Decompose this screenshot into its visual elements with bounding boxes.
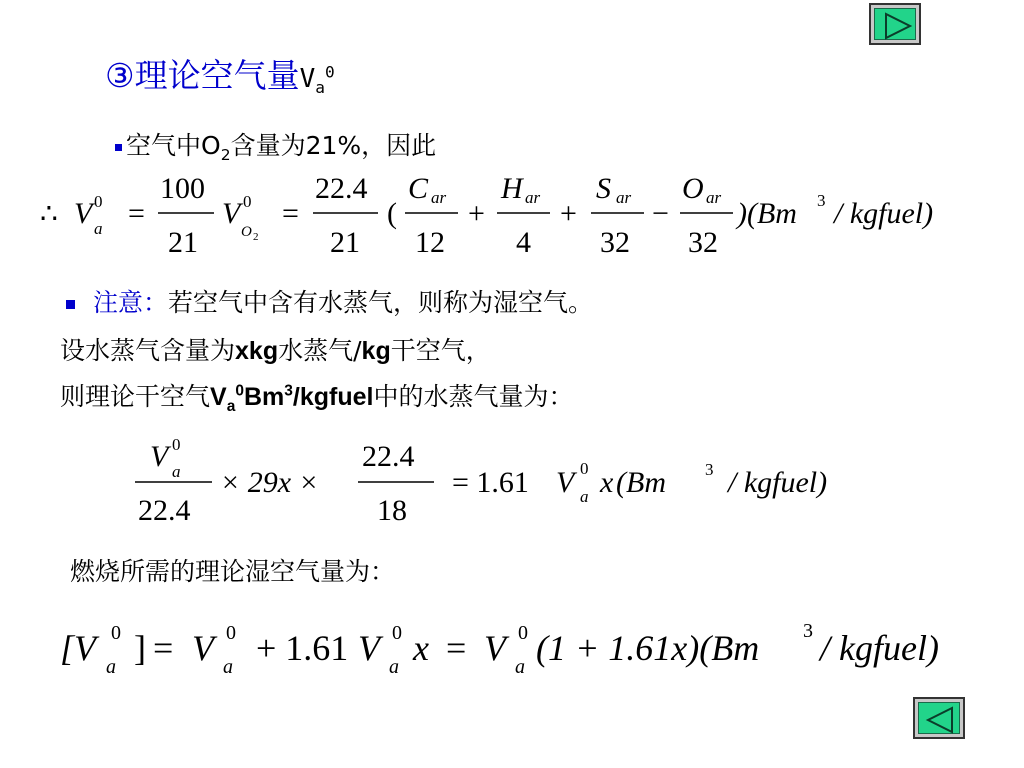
- eq3-paren: (1 + 1.61x)(Bm: [536, 628, 760, 668]
- eq1-den4: 4: [516, 226, 531, 259]
- line3-b: V: [210, 383, 227, 411]
- eq1-frac2-num: 22.4: [315, 172, 368, 205]
- eq3-eq1: =: [153, 628, 174, 668]
- title-text: ③理论空气量: [105, 56, 300, 95]
- eq3-sup2: 0: [226, 622, 236, 644]
- line3-sub: a: [226, 398, 236, 415]
- line4: 燃烧所需的理论湿空气量为：: [70, 557, 396, 586]
- title-sub: a: [315, 78, 325, 98]
- eq3-sup1: 0: [111, 622, 121, 644]
- note-line: [66, 283, 593, 319]
- line-vapor-amount: [60, 377, 573, 413]
- line3-d: /kgfuel: [292, 383, 374, 411]
- eq2-x: x: [600, 466, 614, 499]
- equation-wet-air: [58, 605, 988, 685]
- bullet-square-icon: [115, 144, 122, 151]
- bullet1-post: 含量为21%，因此: [230, 131, 437, 160]
- eq3-v2-text: V: [192, 628, 214, 668]
- eq2-v: V: [150, 440, 169, 473]
- eq2-v-sub: a: [172, 462, 181, 481]
- eq1-den32a: 32: [600, 226, 630, 259]
- eq1-plus2: +: [560, 197, 577, 230]
- eq1-h: H: [501, 172, 523, 205]
- eq3-sub4: a: [515, 656, 525, 678]
- eq1-c: C: [408, 172, 429, 205]
- eq1-unit: )(Bm: [737, 197, 797, 230]
- eq1-s-sub: ar: [616, 188, 632, 207]
- eq2-den2: 18: [377, 494, 407, 527]
- eq2-v2-sup: 0: [580, 459, 589, 478]
- line3-e: 中的水蒸气量为：: [373, 382, 574, 411]
- title-variable: [299, 62, 335, 98]
- slide-title: [105, 50, 335, 97]
- eq1-s: S: [596, 172, 611, 205]
- eq2-unit-sup: 3: [705, 460, 714, 479]
- line3-a: 则理论干空气: [60, 382, 211, 411]
- eq1-minus: −: [652, 197, 669, 230]
- eq1-c-sub: ar: [431, 188, 447, 207]
- eq1-o-sub: ar: [706, 188, 722, 207]
- note-label: 注意：: [93, 288, 169, 317]
- eq1-vo2-sup: 0: [243, 192, 252, 211]
- eq3-eq2: =: [446, 628, 467, 668]
- eq3-v4-text: V: [484, 628, 506, 668]
- eq1-v-sup: 0: [94, 192, 103, 211]
- bullet-oxygen: [115, 126, 436, 162]
- line2-b: xkg: [235, 337, 279, 365]
- eq2-equals: = 1.61: [452, 466, 529, 499]
- note-text: 若空气中含有水蒸气，则称为湿空气。: [168, 288, 594, 317]
- eq3-rb: ]: [134, 628, 146, 668]
- line-vapor-content: [60, 331, 491, 367]
- equation-vapor: [130, 430, 890, 530]
- eq3-sub3: a: [389, 656, 399, 678]
- eq2-unit2: / kgfuel): [728, 466, 828, 499]
- eq1-h-sub: ar: [525, 188, 541, 207]
- eq3-sup3: 0: [392, 622, 402, 644]
- eq2-times29x: × 29x ×: [220, 466, 319, 499]
- eq1-den32b: 32: [688, 226, 718, 259]
- line2-e: 干空气，: [390, 336, 491, 365]
- bullet1-sub: 2: [220, 146, 231, 164]
- eq1-o: O: [682, 172, 704, 205]
- eq1-plus1: +: [468, 197, 485, 230]
- eq3-unit: / kgfuel): [820, 628, 939, 668]
- eq2-v-sup: 0: [172, 435, 181, 454]
- eq2-num2: 22.4: [362, 440, 415, 473]
- line-wet-air: [70, 552, 395, 588]
- line3-c: Bm: [243, 383, 285, 411]
- eq1-frac1-num: 100: [160, 172, 205, 205]
- line2-d: kg: [361, 337, 391, 365]
- eq2-den1: 22.4: [138, 494, 191, 527]
- line2-c: 水蒸气/: [278, 336, 362, 365]
- next-slide-button[interactable]: [869, 3, 921, 45]
- eq1-frac2-den: 21: [330, 226, 360, 259]
- bullet1-pre: 空气中O: [126, 131, 221, 160]
- eq1-vo2-sub: O: [241, 224, 252, 240]
- eq1-den12: 12: [415, 226, 445, 259]
- eq3-sub2: a: [223, 656, 233, 678]
- eq2-v2-sub: a: [580, 487, 589, 506]
- therefore-symbol: ∴: [40, 199, 58, 230]
- eq1-frac1-den: 21: [168, 226, 198, 259]
- play-left-icon: [915, 699, 967, 741]
- eq2-unit: (Bm: [616, 466, 666, 499]
- eq1-vo2-sub2: 2: [253, 231, 259, 243]
- eq1-v: V: [74, 197, 93, 230]
- line3-sup: 0: [235, 382, 244, 400]
- eq3-lb: [V: [60, 628, 96, 668]
- equation-theoretical-air: [40, 166, 980, 264]
- line2-a: 设水蒸气含量为: [60, 336, 236, 365]
- eq3-plus: + 1.61: [256, 628, 349, 668]
- eq3-x: x: [413, 628, 429, 668]
- line3-sup2: 3: [284, 382, 293, 400]
- bullet-square-icon: [66, 300, 75, 309]
- eq1-equals: =: [128, 197, 145, 230]
- eq3-sup4: 0: [518, 622, 528, 644]
- eq1-unit-sup: 3: [817, 191, 826, 210]
- play-right-icon: [871, 5, 923, 47]
- eq1-equals2: =: [282, 197, 299, 230]
- eq1-v-sub: a: [94, 219, 103, 238]
- eq2-v2: V: [556, 466, 575, 499]
- eq3-unit-sup: 3: [803, 620, 813, 642]
- eq1-vo2: V: [222, 197, 241, 230]
- eq3-v3-text: V: [358, 628, 380, 668]
- eq1-unit2: / kgfuel): [834, 197, 934, 230]
- previous-slide-button[interactable]: [913, 697, 965, 739]
- eq3-sub1: a: [106, 656, 116, 678]
- eq1-lparen: (: [387, 197, 397, 230]
- title-sup: 0: [324, 62, 335, 82]
- title-var: V: [299, 64, 316, 94]
